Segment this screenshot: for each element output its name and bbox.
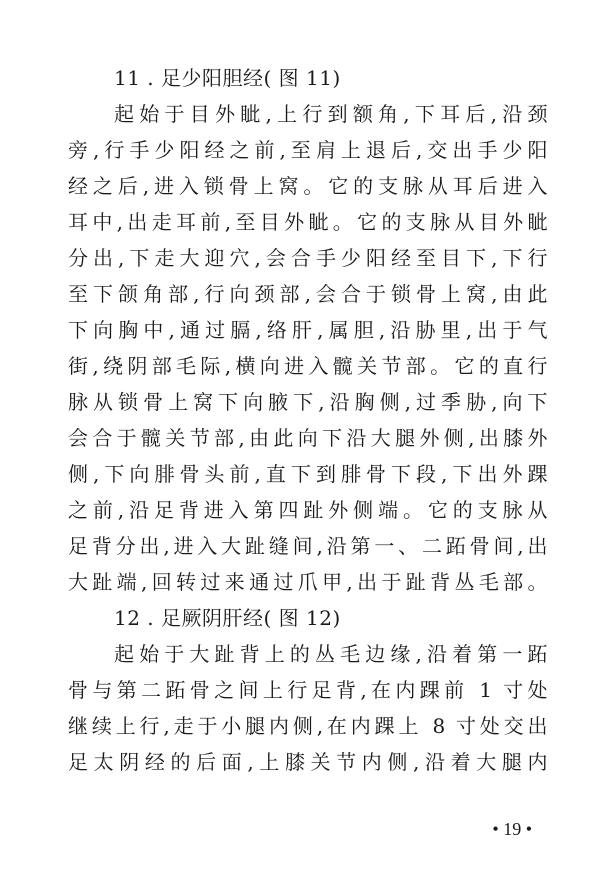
page-number: • 19 • (492, 819, 532, 839)
paragraph-line: 下向胸中,通过膈,络肝,属胆,沿胁里,出于气 (68, 318, 548, 342)
paragraph-line: 脉从锁骨上窝下向腋下,沿胸侧,过季胁,向下 (68, 390, 548, 414)
section-heading-12: 12 . 足厥阴肝经( 图 12) (114, 606, 341, 630)
section-heading-11: 11 . 足少阳胆经( 图 11) (114, 66, 341, 90)
paragraph-line: 大趾端,回转过来通过爪甲,出于趾背丛毛部。 (68, 570, 548, 594)
paragraph-line: 侧,下向腓骨头前,直下到腓骨下段,下出外踝 (68, 462, 548, 486)
paragraph-line: 之前,沿足背进入第四趾外侧端。它的支脉从 (68, 498, 548, 522)
paragraph-line: 至下颌角部,行向颈部,会合于锁骨上窝,由此 (68, 282, 548, 306)
paragraph-line: 会合于髋关节部,由此向下沿大腿外侧,出膝外 (68, 426, 548, 450)
paragraph-line: 起始于大趾背上的丛毛边缘,沿着第一跖 (114, 642, 548, 666)
paragraph-line: 足背分出,进入大趾缝间,沿第一、二跖骨间,出 (68, 534, 548, 558)
paragraph-line: 经之后,进入锁骨上窝。它的支脉从耳后进入 (68, 174, 548, 198)
paragraph-line: 耳中,出走耳前,至目外眦。它的支脉从目外眦 (68, 210, 548, 234)
paragraph-line: 起始于目外眦,上行到额角,下耳后,沿颈 (114, 102, 548, 126)
paragraph-line: 分出,下走大迎穴,会合手少阳经至目下,下行 (68, 246, 548, 270)
paragraph-line: 街,绕阴部毛际,横向进入髋关节部。它的直行 (68, 354, 548, 378)
paragraph-line: 足太阴经的后面,上膝关节内侧,沿着大腿内 (68, 750, 548, 774)
paragraph-line: 继续上行,走于小腿内侧,在内踝上 8 寸处交出 (68, 714, 548, 738)
paragraph-line: 旁,行手少阳经之前,至肩上退后,交出手少阳 (68, 138, 548, 162)
paragraph-line: 骨与第二跖骨之间上行足背,在内踝前 1 寸处 (68, 678, 548, 702)
